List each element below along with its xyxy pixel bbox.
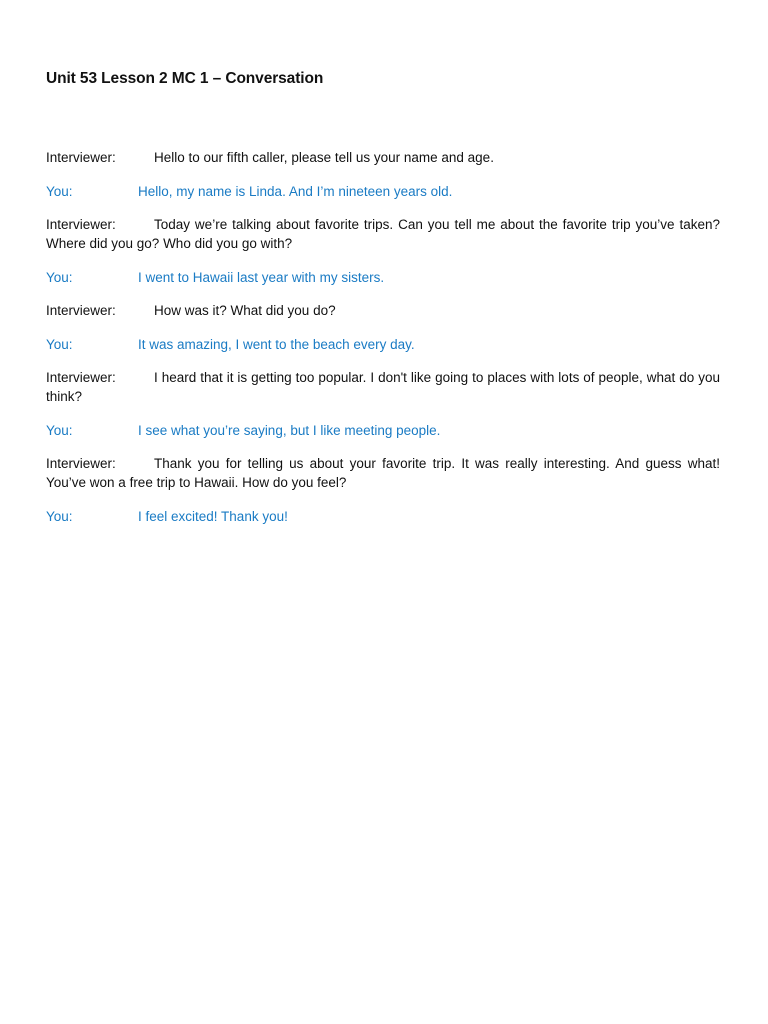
speaker-label: You: <box>46 508 73 524</box>
dialog-text: How was it? What did you do? <box>154 303 336 318</box>
dialog-text: I see what you’re saying, but I like meeting people. <box>138 422 441 438</box>
speaker-label: Interviewer: <box>46 456 116 471</box>
speaker-label: You: <box>46 422 73 438</box>
dialog-text: Hello, my name is Linda. And I’m nineteen years old. <box>138 183 453 199</box>
speaker-label: You: <box>46 269 73 285</box>
dialog-line-you <box>46 335 720 354</box>
document-title: Unit 53 Lesson 2 MC 1 – Conversation <box>46 70 324 87</box>
speaker-label: You: <box>46 336 73 352</box>
dialog-text: Today we’re talking about favorite trips. Can you tell me about the favorite trip you’ve taken? Where did you go? Who did you go with? <box>46 217 720 251</box>
conversation <box>46 148 720 540</box>
dialog-line-interviewer <box>46 301 720 320</box>
speaker-label: Interviewer: <box>46 150 116 165</box>
dialog-line-you <box>46 182 720 201</box>
dialog-text: I heard that it is getting too popular. I don't like going to places with lots of people, what do you think? <box>46 370 720 404</box>
dialog-line-you <box>46 268 720 287</box>
dialog-text: I went to Hawaii last year with my sisters. <box>138 269 385 285</box>
dialog-line-you <box>46 421 720 440</box>
dialog-line-interviewer <box>46 148 720 167</box>
speaker-label: Interviewer: <box>46 303 116 318</box>
speaker-label: Interviewer: <box>46 217 116 232</box>
dialog-text: I feel excited! Thank you! <box>138 508 288 524</box>
dialog-line-interviewer <box>46 454 720 492</box>
dialog-line-you <box>46 507 720 526</box>
speaker-label: Interviewer: <box>46 370 116 385</box>
dialog-line-interviewer <box>46 215 720 253</box>
dialog-line-interviewer <box>46 368 720 406</box>
dialog-text: Hello to our fifth caller, please tell us your name and age. <box>154 150 494 165</box>
dialog-text: It was amazing, I went to the beach every day. <box>138 336 415 352</box>
speaker-label: You: <box>46 183 73 199</box>
dialog-text: Thank you for telling us about your favorite trip. It was really interesting. And guess what! You’ve won a free trip to Hawaii. How do you feel? <box>46 456 720 490</box>
